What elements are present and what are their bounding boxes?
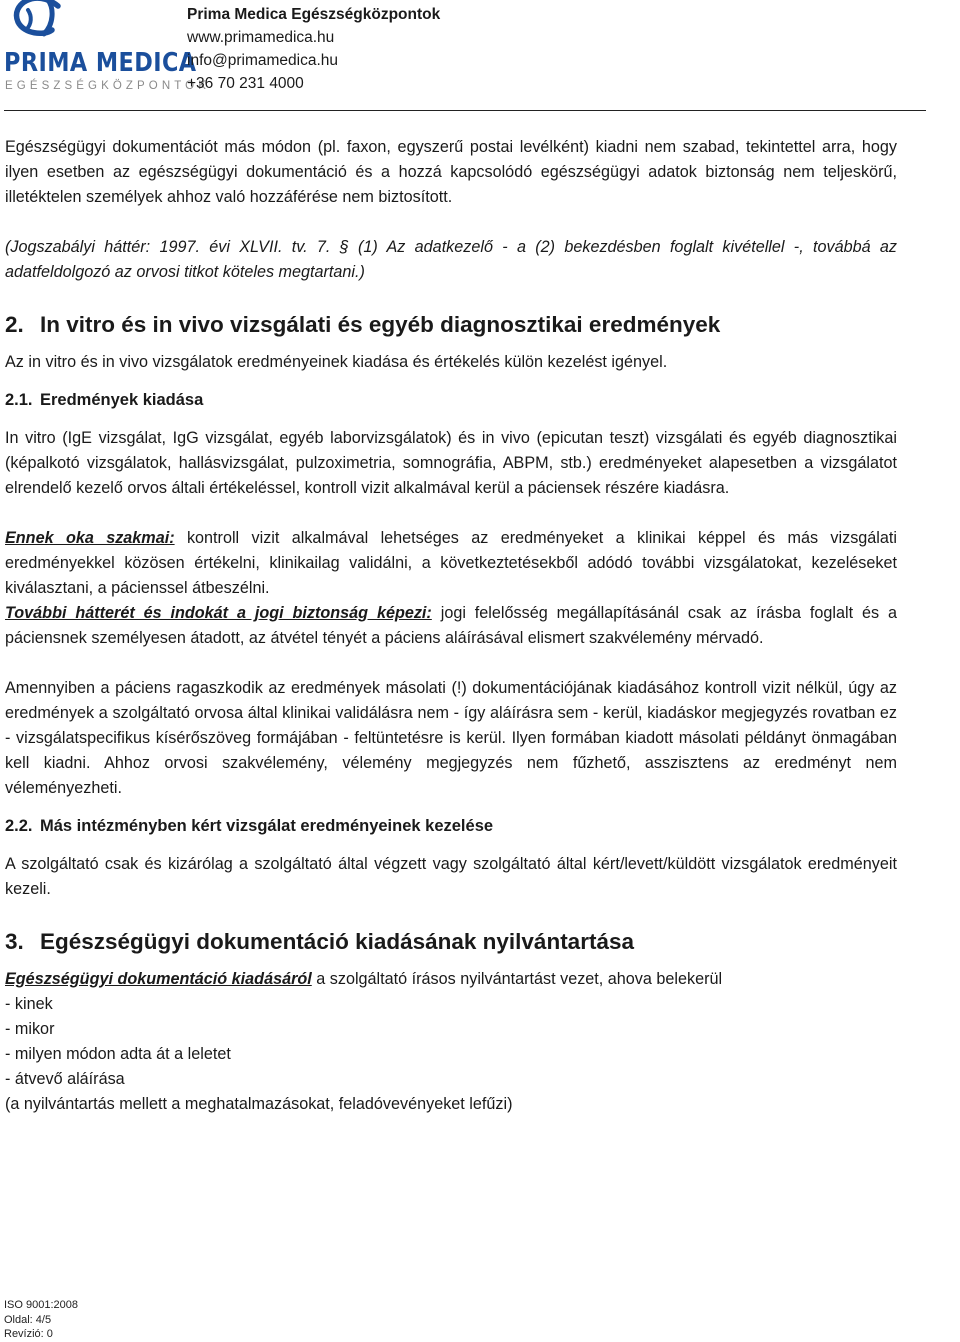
logo-name: PRIMA MEDICA xyxy=(4,48,197,78)
section-2-heading xyxy=(5,310,897,340)
header-divider xyxy=(4,110,926,111)
registry-lead xyxy=(5,967,897,992)
reason-label: Ennek oka szakmai: xyxy=(5,529,175,547)
section-title: Egészségügyi dokumentáció kiadásának nyilvántartása xyxy=(40,929,634,954)
registry-closing: (a nyilvántartás mellett a meghatalmazásokat, feladóvevényeket lefűzi) xyxy=(5,1095,513,1113)
other-institution-paragraph: A szolgáltató csak és kizárólag a szolgáltató által végzett vagy szolgáltató által kért/levett/küldött vizsgálatok eredményeit kezeli. xyxy=(5,855,897,898)
reason-text: kontroll vizit alkalmával lehetséges az eredményeket a klinikai képpel és más vizsgálati eredményekkel közösen értékelni, klinikailag validálni, a következtetésekből adódó további vizsgálatokat, kezeléseket kiválasztani, a pácienssel átbeszélni. xyxy=(5,529,897,597)
list-item: - mikor xyxy=(5,1020,55,1038)
document-body xyxy=(5,135,897,1117)
subsection-title: Más intézményben kért vizsgálat eredményeinek kezelése xyxy=(40,817,494,835)
section-number: 2. xyxy=(5,312,24,337)
results-paragraph: In vitro (IgE vizsgálat, IgG vizsgálat, egyéb laborvizsgálatok) és in vivo (epicutan teszt) vizsgálati és egyéb diagnosztikai (képalkotó vizsgálatok, hallásvizsgálat, pulzoximetria, somnográfia, ABPM, stb.) eredményeket alapesetben a vizsgálatot elrendelő kezelő orvos általi értékeléssel, kontroll vizit alkalmával kerül a páciensek részére kiadásra. xyxy=(5,429,897,497)
legal-basis-text: jogi felelősség megállapításánál csak az írásba foglalt és a páciensnek személyesen átadott, az átvétel tényét a páciens aláírásával elismert szakvélemény mérvadó. xyxy=(5,604,897,647)
company-name: Prima Medica Egészségközpontok xyxy=(187,6,441,23)
section-2-intro: Az in vitro és in vivo vizsgálatok eredményeinek kiadása és értékelés külön kezelést igényel. xyxy=(5,353,668,371)
page-header xyxy=(0,0,960,112)
section-title: In vitro és in vivo vizsgálati és egyéb diagnosztikai eredmények xyxy=(40,312,721,337)
iso-standard: ISO 9001:2008 xyxy=(4,1299,79,1311)
section-number: 3. xyxy=(5,929,24,954)
logo-mark-icon xyxy=(4,0,74,52)
legal-note: (Jogszabályi háttér: 1997. évi XLVII. tv. 7. § (1) Az adatkezelő - a (2) bekezdésben foglalt kivétellel -, továbbá az adatfeldolgozó az orvosi titkot köteles megtartani.) xyxy=(5,238,897,281)
legal-basis-paragraph xyxy=(5,601,897,651)
registry-lead-text: a szolgáltató írásos nyilvántartást vezet, ahova belekerül xyxy=(311,970,723,988)
reason-paragraph xyxy=(5,526,897,601)
subsection-title: Eredmények kiadása xyxy=(40,391,204,409)
contact-block xyxy=(187,3,440,95)
website: www.primamedica.hu xyxy=(187,29,335,46)
registry-lead-label: Egészségügyi dokumentáció kiadásáról xyxy=(5,970,312,988)
revision: Revízió: 0 xyxy=(4,1328,53,1340)
copy-paragraph: Amennyiben a páciens ragaszkodik az eredmények másolati (!) dokumentációjának kiadásához kontroll vizit nélkül, úgy az eredmények a szolgáltató orvosa által klinikai validálásra nem - így aláírásra sem - kerül, kiadáskor megjegyzés rovatban ez - vizsgálatspecifikus kísérőszöveg formájában - feltüntetésre is kerül. Ilyen formában kiadott másolati példányt önmagában kell kiadni. Ahhoz orvosi szakvélemény, vélemény megjegyzés nem fűzhető, asszisztens az eredményt nem véleményezheti. xyxy=(5,679,897,797)
intro-paragraph: Egészségügyi dokumentációt más módon (pl. faxon, egyszerű postai levélként) kiadni nem szabad, tekintettel arra, hogy ilyen esetben az egészségügyi dokumentáció és a hozzá kapcsolódó egészségügyi adatok biztonság nem teljeskörű, illetéktelen személyek ahhoz való hozzáférése nem biztosított. xyxy=(5,138,897,206)
list-item: - milyen módon adta át a leletet xyxy=(5,1045,231,1063)
list-item: - kinek xyxy=(5,995,53,1013)
list-item: - átvevő aláírása xyxy=(5,1070,125,1088)
prima-medica-logo xyxy=(4,0,210,100)
subsection-number: 2.1. xyxy=(5,391,33,409)
page-number: Oldal: 4/5 xyxy=(4,1313,52,1326)
phone: +36 70 231 4000 xyxy=(187,75,304,92)
section-3-heading xyxy=(5,927,897,957)
subsection-2-1-heading xyxy=(5,388,897,413)
legal-basis-label: További hátterét és indokát a jogi biztonság képezi: xyxy=(5,604,432,622)
logo-subtitle: EGÉSZSÉGKÖZPONTOK xyxy=(5,80,210,92)
email: info@primamedica.hu xyxy=(187,52,338,69)
page-footer xyxy=(4,1298,78,1342)
subsection-2-2-heading xyxy=(5,814,897,839)
subsection-number: 2.2. xyxy=(5,817,33,835)
